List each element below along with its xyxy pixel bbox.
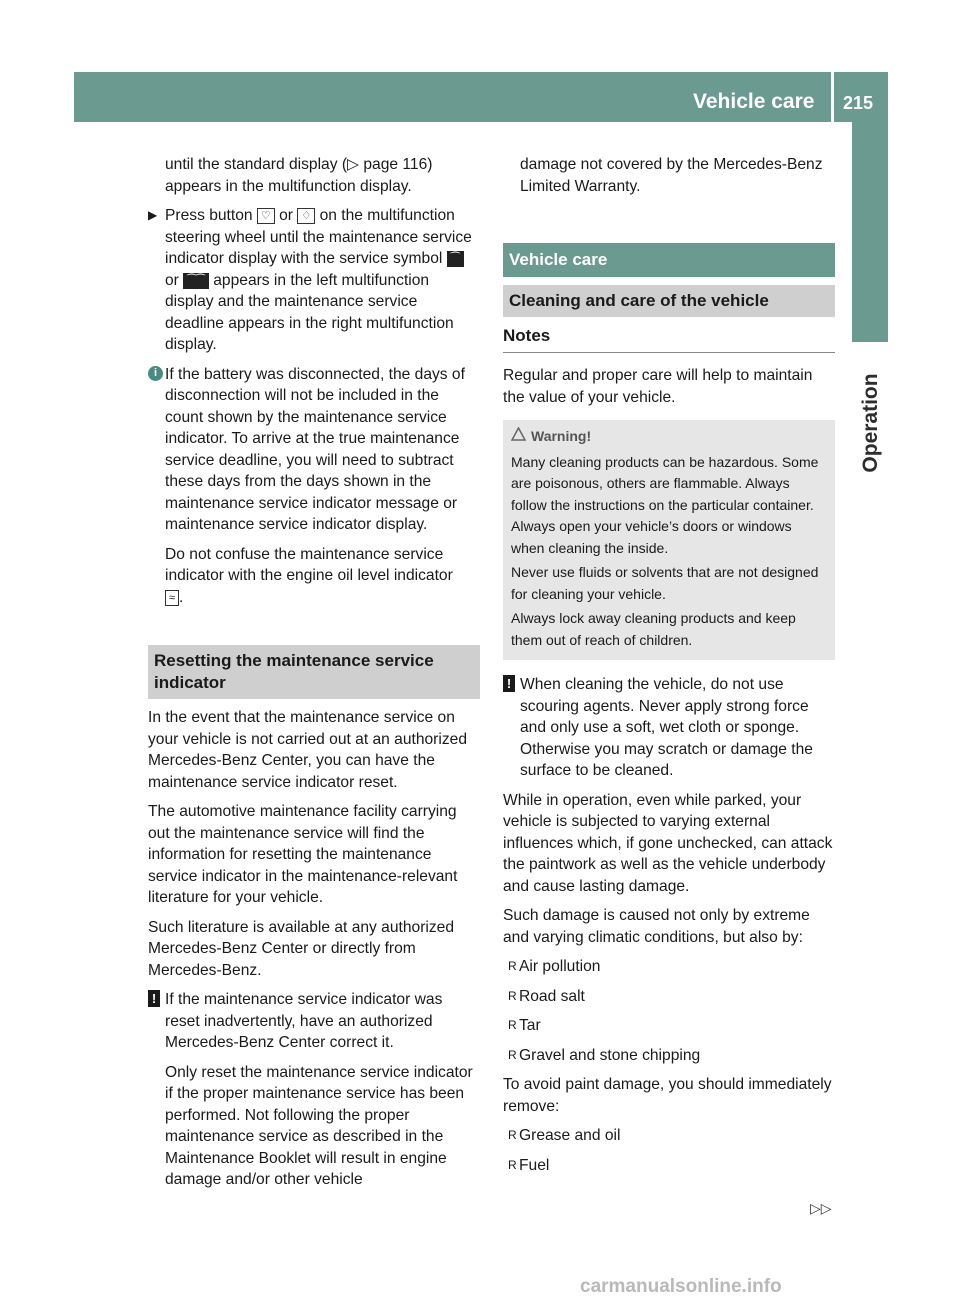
paragraph: Such literature is available at any authorized Mercedes-Benz Center or directly from Mercedes-Benz. [148, 918, 454, 979]
caution-icon: ! [503, 675, 515, 692]
warning-box [503, 420, 835, 660]
header-section-title: Vehicle care [693, 90, 815, 113]
caution-text: When cleaning the vehicle, do not use scouring agents. Never apply strong force and only use a soft, wet cloth or sponge. Otherwise you may scratch or damage the surface to be cleaned. [520, 676, 813, 779]
bullet-icon: R [508, 1047, 517, 1062]
info-icon: i [148, 366, 163, 381]
header-separator [831, 72, 834, 122]
up-button-icon: ♡ [257, 208, 275, 224]
paragraph: While in operation, even while parked, your vehicle is subjected to varying external influences which, if gone unchecked, can attack the paintwork as well as the vehicle underbody and cause lasting damage. [503, 791, 833, 895]
paragraph: To avoid paint damage, you should immediately remove: [503, 1076, 832, 1115]
double-wrench-icon: ⁀⁀ [183, 273, 209, 289]
step-text: or [279, 207, 293, 224]
watermark: carmanualsonline.info [580, 1276, 782, 1297]
info-text-end: . [179, 588, 184, 606]
caution-note [503, 674, 835, 782]
list-item-text: Road salt [519, 987, 585, 1005]
caution-text: Only reset the maintenance service indicator if the proper maintenance service has been performed. Not following the proper maintenance service as described in the Maintenance Booklet will result in engine damage and/or other vehicle [165, 1063, 473, 1188]
side-tab [852, 122, 888, 342]
list-item-text: Air pollution [519, 958, 601, 975]
continued-paragraph: damage not covered by the Mercedes-Benz Limited Warranty. [520, 156, 823, 195]
info-text: If the battery was disconnected, the days of disconnection will not be included in the count shown by the maintenance service indicator. To arrive at the true maintenance service deadline, you will need to subtract these days from the days shown in the maintenance service indicator message or maintenance service indicator display. [165, 365, 465, 533]
down-button-icon: ♢ [297, 208, 315, 224]
warning-text: Always lock away cleaning products and keep them out of reach of children. [511, 610, 796, 648]
list-item [503, 1125, 835, 1147]
paragraph: Such damage is caused not only by extreme and varying climatic conditions, but also by: [503, 907, 810, 946]
side-tab-label: Operation [859, 373, 882, 473]
info-text-span: Do not confuse the maintenance service indicator with the engine oil level indicator [165, 545, 453, 584]
continue-arrows-icon: ▷▷ [810, 1200, 832, 1216]
list-item [503, 1015, 835, 1037]
step-arrow-icon: ▶ [148, 208, 158, 222]
wrench-icon: ⁀ [447, 251, 464, 267]
warning-triangle-icon [511, 427, 526, 441]
page-number: 215 [843, 93, 874, 113]
section-title-resetting: Resetting the maintenance service indicator [148, 645, 480, 699]
subheading-notes: Notes [503, 325, 835, 354]
continued-paragraph: until the standard display (▷ page 116) appears in the multifunction display. [165, 156, 433, 195]
warning-text: Never use fluids or solvents that are not designed for cleaning your vehicle. [511, 564, 819, 602]
side-tab-label-box [836, 343, 906, 503]
list-item [503, 1045, 835, 1067]
list-item [503, 1155, 835, 1177]
instruction-step [148, 205, 480, 356]
paragraph: Regular and proper care will help to maintain the value of your vehicle. [503, 367, 813, 406]
info-note [148, 364, 480, 609]
list-item-text: Grease and oil [519, 1127, 621, 1144]
caution-icon: ! [148, 990, 160, 1007]
step-text: on the multifunction steering wheel until the maintenance service indicator display with the service symbol [165, 207, 472, 267]
left-column-lower [148, 645, 480, 1199]
info-text-2 [165, 544, 480, 609]
step-text: Press button [165, 207, 253, 224]
list-item [503, 956, 835, 978]
oil-level-icon: ≈ [165, 590, 179, 606]
caution-note [148, 989, 480, 1191]
bullet-icon: R [508, 1157, 517, 1172]
paragraph: The automotive maintenance facility carrying out the maintenance service will find the information for resetting the maintenance service indicator in the maintenance-relevant literature for your vehicle. [148, 803, 458, 906]
paragraph: In the event that the maintenance service on your vehicle is not carried out at an authorized Mercedes-Benz Center, you can have the maintenance service indicator reset. [148, 709, 467, 791]
list-item-text: Fuel [519, 1156, 550, 1174]
bullet-icon: R [508, 1128, 517, 1142]
caution-text: If the maintenance service indicator was reset inadvertently, have an authorized Mercedes-Benz Center correct it. [165, 991, 443, 1051]
step-text: or [165, 271, 179, 289]
warning-title: Warning! [531, 428, 592, 444]
bullet-icon: R [508, 1018, 517, 1032]
left-column [148, 154, 480, 616]
warning-title-row [511, 426, 827, 448]
section-title-cleaning: Cleaning and care of the vehicle [503, 285, 835, 317]
step-text: appears in the left multifunction display and the maintenance service deadline appears in the right multifunction display. [165, 271, 454, 353]
right-column [503, 154, 835, 1184]
list-item-text: Tar [519, 1017, 541, 1034]
chapter-title: Vehicle care [503, 243, 835, 277]
list-item [503, 986, 835, 1008]
warning-text: Many cleaning products can be hazardous. Some are poisonous, others are flammable. Always follow the instructions on the particular container. Always open your vehicle’s doors or windows when cleaning the inside. [511, 453, 819, 556]
list-item-text: Gravel and stone chipping [519, 1046, 701, 1064]
bullet-icon: R [508, 959, 517, 973]
bullet-icon: R [508, 988, 517, 1003]
